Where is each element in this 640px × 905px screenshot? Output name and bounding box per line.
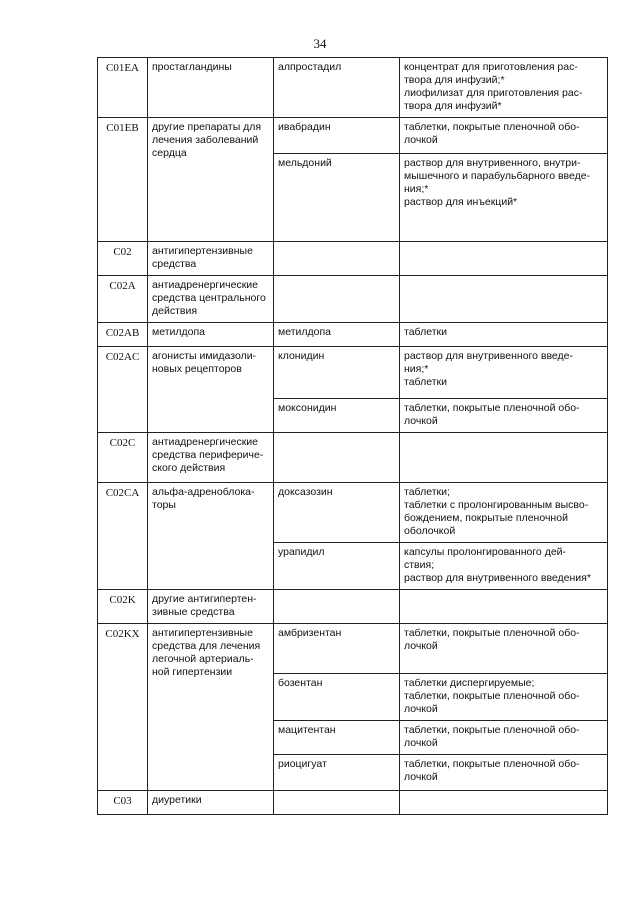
drug-name-cell: алпростадил xyxy=(274,58,400,118)
dosage-form-line: таблетки, покрытые пленочной обо- xyxy=(404,402,580,414)
dosage-form-cell xyxy=(400,347,608,399)
dosage-form-cell xyxy=(400,791,608,815)
table-row xyxy=(98,276,608,323)
atc-code-cell: C01EB xyxy=(98,118,148,242)
drug-name-cell: урапидил xyxy=(274,543,400,590)
group-name-line: зивные средства xyxy=(152,606,235,618)
table-row xyxy=(98,483,608,543)
dosage-form-line: лочкой xyxy=(404,771,438,783)
group-name-line: антигипертензивные xyxy=(152,627,253,639)
group-name-cell xyxy=(148,433,274,483)
drug-name-cell xyxy=(274,276,400,323)
drug-name-cell xyxy=(274,791,400,815)
atc-code-cell: C03 xyxy=(98,791,148,815)
group-name-line: другие препараты для xyxy=(152,121,262,133)
dosage-form-line: раствор для внутривенного введе- xyxy=(404,350,573,362)
drug-name-cell: амбризентан xyxy=(274,624,400,674)
table-row xyxy=(98,791,608,815)
group-name-line: ной гипертензии xyxy=(152,666,233,678)
dosage-form-line: лочкой xyxy=(404,134,438,146)
table-row xyxy=(98,242,608,276)
table-row xyxy=(98,624,608,674)
group-name-line: метилдопа xyxy=(152,326,206,338)
dosage-form-cell xyxy=(400,276,608,323)
drug-name-cell: ивабрадин xyxy=(274,118,400,154)
group-name-cell xyxy=(148,347,274,433)
group-name-line: сердца xyxy=(152,147,187,159)
dosage-form-line: таблетки, покрытые пленочной обо- xyxy=(404,121,580,133)
page-number: 34 xyxy=(313,36,327,51)
group-name-line: средства xyxy=(152,258,197,270)
dosage-form-line: лочкой xyxy=(404,703,438,715)
group-name-cell xyxy=(148,276,274,323)
dosage-form-line: таблетки, покрытые пленочной обо- xyxy=(404,758,580,770)
atc-code-cell: C01EA xyxy=(98,58,148,118)
table-row xyxy=(98,347,608,399)
dosage-form-line: капсулы пролонгированного дей- xyxy=(404,546,567,558)
group-name-cell xyxy=(148,242,274,276)
drug-name-cell xyxy=(274,242,400,276)
dosage-form-cell xyxy=(400,674,608,721)
dosage-form-cell xyxy=(400,323,608,347)
drug-name-cell: мельдоний xyxy=(274,154,400,242)
drug-name-cell: риоцигуат xyxy=(274,755,400,791)
group-name-line: простагландины xyxy=(152,61,232,73)
dosage-form-line: концентрат для приготовления рас- xyxy=(404,61,578,73)
dosage-form-cell xyxy=(400,590,608,624)
atc-code-cell: C02AC xyxy=(98,347,148,433)
dosage-form-line: ния;* xyxy=(404,363,429,375)
atc-code-cell: C02 xyxy=(98,242,148,276)
group-name-line: диуретики xyxy=(152,794,202,806)
drug-name-cell: мацитентан xyxy=(274,721,400,755)
dosage-form-cell xyxy=(400,154,608,242)
table-row xyxy=(98,590,608,624)
dosage-form-line: лочкой xyxy=(404,415,438,427)
group-name-cell xyxy=(148,118,274,242)
dosage-form-line: таблетки, покрытые пленочной обо- xyxy=(404,627,580,639)
atc-code-cell: C02C xyxy=(98,433,148,483)
dosage-form-line: ствия; xyxy=(404,559,435,571)
group-name-line: новых рецепторов xyxy=(152,363,242,375)
drug-name-cell xyxy=(274,433,400,483)
table-row xyxy=(98,118,608,154)
group-name-line: другие антигипертен- xyxy=(152,593,257,605)
atc-code-cell: C02A xyxy=(98,276,148,323)
dosage-form-line: таблетки; xyxy=(404,486,450,498)
dosage-form-line: таблетки, покрытые пленочной обо- xyxy=(404,690,580,702)
drug-classification-table xyxy=(97,57,608,815)
drug-name-cell: клонидин xyxy=(274,347,400,399)
atc-code-cell: C02K xyxy=(98,590,148,624)
group-name-cell xyxy=(148,791,274,815)
dosage-form-cell xyxy=(400,58,608,118)
group-name-cell xyxy=(148,58,274,118)
group-name-cell xyxy=(148,323,274,347)
dosage-form-cell xyxy=(400,433,608,483)
atc-code-cell: C02CA xyxy=(98,483,148,590)
dosage-form-line: бождением, покрытые пленочной xyxy=(404,512,568,524)
dosage-form-cell xyxy=(400,242,608,276)
group-name-cell xyxy=(148,590,274,624)
dosage-form-line: таблетки xyxy=(404,326,447,338)
group-name-line: средства для лечения xyxy=(152,640,261,652)
group-name-line: легочной артериаль- xyxy=(152,653,254,665)
group-name-line: антиадренергические xyxy=(152,279,258,291)
atc-code-cell: C02AB xyxy=(98,323,148,347)
dosage-form-line: твора для инфузий* xyxy=(404,100,502,112)
dosage-form-line: ния;* xyxy=(404,183,429,195)
dosage-form-line: лиофилизат для приготовления рас- xyxy=(404,87,583,99)
dosage-form-line: таблетки диспергируемые; xyxy=(404,677,535,689)
drug-name-cell: бозентан xyxy=(274,674,400,721)
dosage-form-cell xyxy=(400,543,608,590)
dosage-form-cell xyxy=(400,755,608,791)
group-name-cell xyxy=(148,624,274,791)
dosage-form-line: лочкой xyxy=(404,737,438,749)
group-name-line: средства перифериче- xyxy=(152,449,264,461)
dosage-form-cell xyxy=(400,118,608,154)
table-row xyxy=(98,323,608,347)
group-name-line: альфа-адреноблока- xyxy=(152,486,255,498)
group-name-line: действия xyxy=(152,305,198,317)
group-name-line: агонисты имидазоли- xyxy=(152,350,257,362)
table-row xyxy=(98,58,608,118)
drug-name-cell: метилдопа xyxy=(274,323,400,347)
dosage-form-line: мышечного и парабульбарного введе- xyxy=(404,170,591,182)
dosage-form-cell xyxy=(400,399,608,433)
drug-name-cell: моксонидин xyxy=(274,399,400,433)
dosage-form-line: таблетки xyxy=(404,376,447,388)
drug-name-cell xyxy=(274,590,400,624)
dosage-form-cell xyxy=(400,624,608,674)
dosage-form-line: таблетки, покрытые пленочной обо- xyxy=(404,724,580,736)
atc-code-cell: C02KX xyxy=(98,624,148,791)
group-name-line: ского действия xyxy=(152,462,226,474)
group-name-line: торы xyxy=(152,499,176,511)
dosage-form-line: лочкой xyxy=(404,640,438,652)
dosage-form-line: оболочкой xyxy=(404,525,456,537)
dosage-form-line: раствор для внутривенного введения* xyxy=(404,572,591,584)
dosage-form-line: таблетки с пролонгированным высво- xyxy=(404,499,589,511)
dosage-form-cell xyxy=(400,483,608,543)
dosage-form-line: раствор для инъекций* xyxy=(404,196,518,208)
dosage-form-line: твора для инфузий;* xyxy=(404,74,505,86)
group-name-line: антигипертензивные xyxy=(152,245,253,257)
table-row xyxy=(98,433,608,483)
group-name-line: антиадренергические xyxy=(152,436,258,448)
group-name-line: лечения заболеваний xyxy=(152,134,259,146)
dosage-form-line: раствор для внутривенного, внутри- xyxy=(404,157,581,169)
drug-name-cell: доксазозин xyxy=(274,483,400,543)
group-name-line: средства центрального xyxy=(152,292,266,304)
group-name-cell xyxy=(148,483,274,590)
dosage-form-cell xyxy=(400,721,608,755)
